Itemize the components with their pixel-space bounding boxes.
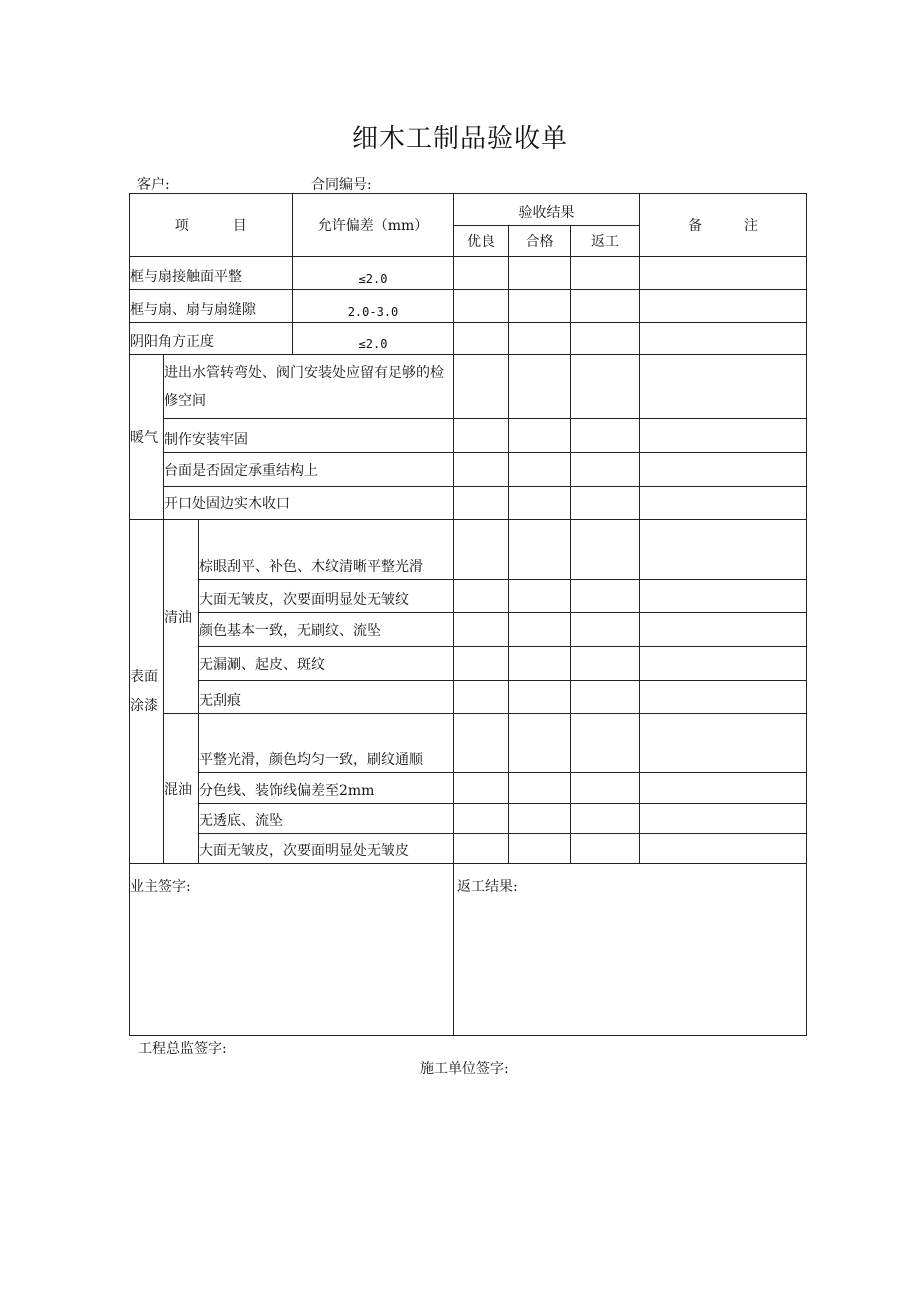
cell-pass[interactable] — [509, 520, 571, 580]
coating-item: 大面无皱皮，次要面明显处无皱皮 — [199, 834, 454, 864]
cell-excellent[interactable] — [454, 487, 509, 520]
coating-item: 大面无皱皮，次要面明显处无皱纹 — [199, 580, 454, 613]
cell-pass[interactable] — [509, 257, 571, 290]
cell-remark[interactable] — [640, 580, 807, 613]
cell-rework[interactable] — [571, 453, 640, 487]
header-excellent: 优良 — [454, 226, 509, 257]
row-tolerance: ≤2.0 — [293, 323, 454, 355]
cell-excellent[interactable] — [454, 290, 509, 323]
coating-group-label: 表面涂漆 — [130, 520, 164, 864]
rework-result-label: 返工结果: — [457, 879, 518, 895]
cell-rework[interactable] — [571, 290, 640, 323]
cell-pass[interactable] — [509, 681, 571, 714]
cell-pass[interactable] — [509, 453, 571, 487]
cell-rework[interactable] — [571, 834, 640, 864]
cell-excellent[interactable] — [454, 453, 509, 487]
coating-item: 无透底、流坠 — [199, 804, 454, 834]
acceptance-table — [129, 193, 807, 1036]
cell-pass[interactable] — [509, 613, 571, 647]
mixed-oil-label: 混油 — [164, 714, 199, 864]
cell-pass[interactable] — [509, 773, 571, 804]
cell-excellent[interactable] — [454, 681, 509, 714]
cell-remark[interactable] — [640, 355, 807, 419]
cell-pass[interactable] — [509, 580, 571, 613]
cell-remark[interactable] — [640, 773, 807, 804]
cell-rework[interactable] — [571, 323, 640, 355]
row-label: 框与扇接触面平整 — [130, 257, 293, 290]
cell-excellent[interactable] — [454, 714, 509, 773]
cell-pass[interactable] — [509, 714, 571, 773]
cell-excellent[interactable] — [454, 773, 509, 804]
contract-number-label: 合同编号: — [311, 177, 372, 193]
heating-group-label: 暖气 — [130, 355, 164, 520]
cell-pass[interactable] — [509, 355, 571, 419]
cell-remark[interactable] — [640, 487, 807, 520]
cell-rework[interactable] — [571, 613, 640, 647]
cell-excellent[interactable] — [454, 355, 509, 419]
cell-rework[interactable] — [571, 257, 640, 290]
cell-excellent[interactable] — [454, 613, 509, 647]
coating-item: 无刮痕 — [199, 681, 454, 714]
header-result: 验收结果 — [454, 194, 640, 226]
cell-pass[interactable] — [509, 834, 571, 864]
heating-item: 制作安装牢固 — [164, 419, 454, 453]
cell-remark[interactable] — [640, 323, 807, 355]
owner-signature-box[interactable] — [130, 864, 454, 1036]
row-label: 框与扇、扇与扇缝隙 — [130, 290, 293, 323]
cell-excellent[interactable] — [454, 257, 509, 290]
cell-rework[interactable] — [571, 487, 640, 520]
cell-excellent[interactable] — [454, 647, 509, 681]
cell-excellent[interactable] — [454, 323, 509, 355]
cell-rework[interactable] — [571, 714, 640, 773]
cell-pass[interactable] — [509, 290, 571, 323]
cell-remark[interactable] — [640, 257, 807, 290]
row-tolerance: ≤2.0 — [293, 257, 454, 290]
heating-item: 台面是否固定承重结构上 — [164, 453, 454, 487]
cell-rework[interactable] — [571, 355, 640, 419]
cell-remark[interactable] — [640, 834, 807, 864]
cell-excellent[interactable] — [454, 580, 509, 613]
coating-item: 颜色基本一致，无刷纹、流坠 — [199, 613, 454, 647]
cell-remark[interactable] — [640, 613, 807, 647]
contractor-signature-label: 施工单位签字: — [420, 1061, 509, 1077]
coating-item: 棕眼刮平、补色、木纹清晰平整光滑 — [199, 520, 454, 580]
cell-pass[interactable] — [509, 647, 571, 681]
row-tolerance: 2.0-3.0 — [293, 290, 454, 323]
cell-pass[interactable] — [509, 804, 571, 834]
cell-rework[interactable] — [571, 580, 640, 613]
rework-result-box[interactable] — [454, 864, 807, 1036]
clear-oil-label: 清油 — [164, 520, 199, 714]
heating-item: 进出水管转弯处、阀门安装处应留有足够的检修空间 — [164, 355, 454, 419]
header-item: 项 目 — [130, 194, 293, 257]
cell-remark[interactable] — [640, 453, 807, 487]
cell-excellent[interactable] — [454, 419, 509, 453]
cell-rework[interactable] — [571, 773, 640, 804]
cell-rework[interactable] — [571, 681, 640, 714]
customer-label: 客户: — [137, 177, 170, 193]
cell-rework[interactable] — [571, 419, 640, 453]
cell-excellent[interactable] — [454, 804, 509, 834]
cell-pass[interactable] — [509, 487, 571, 520]
header-pass: 合格 — [509, 226, 571, 257]
heating-item: 开口处固边实木收口 — [164, 487, 454, 520]
cell-excellent[interactable] — [454, 834, 509, 864]
cell-remark[interactable] — [640, 290, 807, 323]
row-label: 阴阳角方正度 — [130, 323, 293, 355]
cell-remark[interactable] — [640, 681, 807, 714]
cell-pass[interactable] — [509, 419, 571, 453]
coating-item: 分色线、装饰线偏差至2mm — [199, 773, 454, 804]
coating-item: 平整光滑，颜色均匀一致，刷纹通顺 — [199, 714, 454, 773]
cell-remark[interactable] — [640, 419, 807, 453]
cell-remark[interactable] — [640, 804, 807, 834]
header-tolerance: 允许偏差（mm） — [293, 194, 454, 257]
coating-item: 无漏涮、起皮、斑纹 — [199, 647, 454, 681]
cell-rework[interactable] — [571, 520, 640, 580]
cell-rework[interactable] — [571, 647, 640, 681]
cell-remark[interactable] — [640, 520, 807, 580]
cell-pass[interactable] — [509, 323, 571, 355]
header-rework: 返工 — [571, 226, 640, 257]
supervisor-signature-label: 工程总监签字: — [138, 1041, 227, 1057]
header-remark: 备 注 — [640, 194, 807, 257]
cell-remark[interactable] — [640, 647, 807, 681]
cell-excellent[interactable] — [454, 520, 509, 580]
cell-rework[interactable] — [571, 804, 640, 834]
owner-signature-label: 业主签字: — [130, 879, 191, 895]
page-title: 细木工制品验收单 — [351, 124, 568, 154]
cell-remark[interactable] — [640, 714, 807, 773]
